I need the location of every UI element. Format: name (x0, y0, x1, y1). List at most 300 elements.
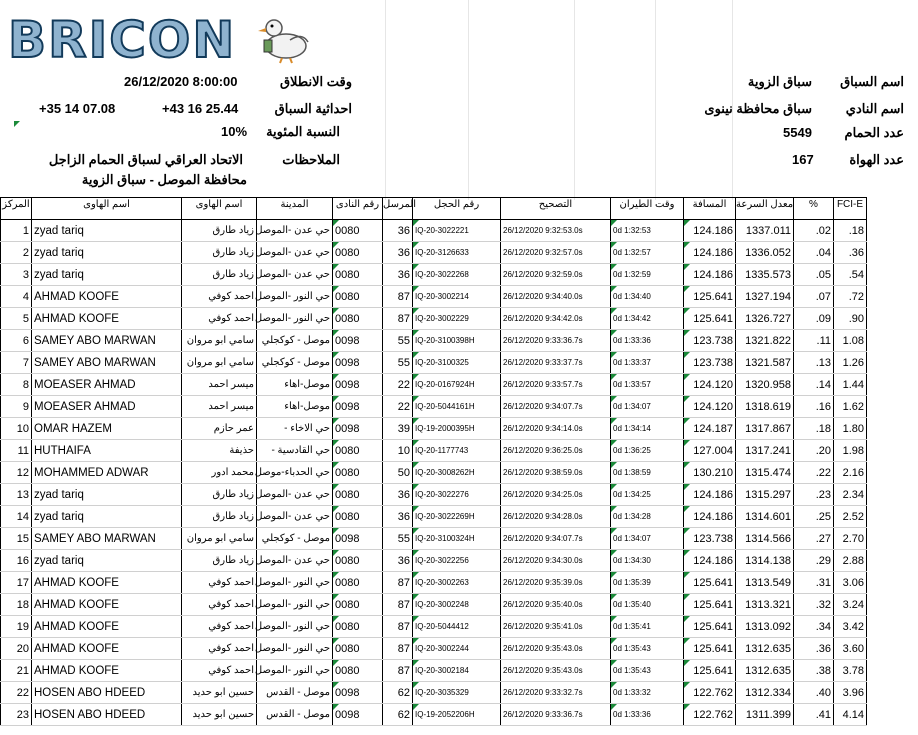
rank-cell: 16 (1, 550, 32, 572)
distance-cell: 123.738 (684, 352, 736, 374)
club-no-cell: 0098 (333, 682, 383, 704)
percent-cell: .02 (794, 220, 834, 242)
correction-cell: 26/12/2020 9:32:57.0s (501, 242, 611, 264)
club-no-cell: 0080 (333, 506, 383, 528)
coord-2: +35 14 07.08 (39, 101, 116, 116)
col-speed-header: معدل السرعة (736, 198, 794, 220)
ring-no-cell: IQ-20-0167924H (413, 374, 501, 396)
flight-time-cell: 0d 1:35:40 (611, 594, 684, 616)
fci-e-cell: 2.88 (834, 550, 867, 572)
club-no-cell: 0080 (333, 594, 383, 616)
rank-cell: 7 (1, 352, 32, 374)
flight-time-cell: 0d 1:34:42 (611, 308, 684, 330)
sent-cell: 39 (383, 418, 413, 440)
col-percent-header: % (794, 198, 834, 220)
club-no-cell: 0080 (333, 462, 383, 484)
fancier-name-ar-cell: احمد كوفي (182, 638, 257, 660)
table-row (1, 220, 867, 242)
percent-cell: .18 (794, 418, 834, 440)
flight-time-cell: 0d 1:33:37 (611, 352, 684, 374)
rank-cell: 21 (1, 660, 32, 682)
table-row (1, 660, 867, 682)
race-name-value: سباق الزوية (747, 74, 812, 89)
rank-cell: 10 (1, 418, 32, 440)
fancier-name-en-cell: AHMAD KOOFE (32, 308, 182, 330)
table-row (1, 616, 867, 638)
speed-cell: 1314.601 (736, 506, 794, 528)
table-row (1, 638, 867, 660)
coord-1: +43 16 25.44 (162, 101, 239, 116)
distance-cell: 124.120 (684, 374, 736, 396)
fci-e-cell: 1.98 (834, 440, 867, 462)
correction-cell: 26/12/2020 9:34:07.7s (501, 396, 611, 418)
city-cell: حي عدن -الموصل (257, 264, 333, 286)
sent-cell: 87 (383, 308, 413, 330)
distance-cell: 125.641 (684, 616, 736, 638)
city-cell: حي النور -الموصل (257, 308, 333, 330)
percent-cell: .36 (794, 638, 834, 660)
ring-no-cell: IQ-20-3002263 (413, 572, 501, 594)
rank-cell: 22 (1, 682, 32, 704)
fci-e-cell: 2.16 (834, 462, 867, 484)
city-cell: موصل - القدس (257, 704, 333, 726)
flight-time-cell: 0d 1:38:59 (611, 462, 684, 484)
fci-e-cell: 3.96 (834, 682, 867, 704)
ring-no-cell: IQ-20-3022221 (413, 220, 501, 242)
sent-cell: 10 (383, 440, 413, 462)
club-no-cell: 0080 (333, 660, 383, 682)
speed-cell: 1315.297 (736, 484, 794, 506)
col-sent-header: المرسل (383, 198, 413, 220)
flight-time-cell: 0d 1:33:57 (611, 374, 684, 396)
speed-cell: 1320.958 (736, 374, 794, 396)
distance-cell: 125.641 (684, 638, 736, 660)
correction-cell: 26/12/2020 9:33:32.7s (501, 682, 611, 704)
flight-time-cell: 0d 1:34:07 (611, 528, 684, 550)
city-cell: حي الاخاء - (257, 418, 333, 440)
club-no-cell: 0080 (333, 264, 383, 286)
fci-e-cell: .54 (834, 264, 867, 286)
city-cell: موصل - كوكجلي (257, 330, 333, 352)
ring-no-cell: IQ-20-3002214 (413, 286, 501, 308)
city-cell: موصل-اهاء (257, 396, 333, 418)
speed-cell: 1337.011 (736, 220, 794, 242)
flight-time-cell: 0d 1:32:53 (611, 220, 684, 242)
speed-cell: 1317.867 (736, 418, 794, 440)
pigeon-count-label: عدد الحمام (844, 125, 904, 140)
coords-label: احداثية السباق (274, 101, 352, 116)
fancier-name-en-cell: SAMEY ABO MARWAN (32, 330, 182, 352)
flight-time-cell: 0d 1:35:43 (611, 638, 684, 660)
rank-cell: 4 (1, 286, 32, 308)
fci-e-cell: 1.44 (834, 374, 867, 396)
fci-e-cell: 1.80 (834, 418, 867, 440)
fancier-name-ar-cell: حذيفة (182, 440, 257, 462)
fancier-name-ar-cell: احمد كوفي (182, 286, 257, 308)
rank-cell: 3 (1, 264, 32, 286)
sent-cell: 36 (383, 484, 413, 506)
club-no-cell: 0098 (333, 528, 383, 550)
speed-cell: 1335.573 (736, 264, 794, 286)
rank-cell: 11 (1, 440, 32, 462)
fci-e-cell: 3.42 (834, 616, 867, 638)
table-row (1, 682, 867, 704)
speed-cell: 1321.587 (736, 352, 794, 374)
fancier-name-ar-cell: زياد طارق (182, 484, 257, 506)
table-row (1, 308, 867, 330)
fancier-name-en-cell: AHMAD KOOFE (32, 660, 182, 682)
table-row (1, 242, 867, 264)
correction-cell: 26/12/2020 9:34:28.0s (501, 506, 611, 528)
cell-marker (14, 121, 20, 127)
fancier-count-label: عدد الهواة (849, 152, 904, 167)
city-cell: حي النور -الموصل (257, 286, 333, 308)
distance-cell: 125.641 (684, 286, 736, 308)
flight-time-cell: 0d 1:34:30 (611, 550, 684, 572)
fci-e-cell: 3.24 (834, 594, 867, 616)
fci-e-cell: .90 (834, 308, 867, 330)
notes-line-1: الاتحاد العراقي لسباق الحمام الزاجل (48, 152, 243, 167)
rank-cell: 17 (1, 572, 32, 594)
speed-cell: 1311.399 (736, 704, 794, 726)
fancier-name-en-cell: zyad tariq (32, 242, 182, 264)
fancier-name-en-cell: MOEASER AHMAD (32, 374, 182, 396)
percent-cell: .14 (794, 374, 834, 396)
sent-cell: 87 (383, 638, 413, 660)
correction-cell: 26/12/2020 9:35:39.0s (501, 572, 611, 594)
rank-cell: 23 (1, 704, 32, 726)
correction-cell: 26/12/2020 9:34:40.0s (501, 286, 611, 308)
sent-cell: 50 (383, 462, 413, 484)
flight-time-cell: 0d 1:34:14 (611, 418, 684, 440)
flight-time-cell: 0d 1:36:25 (611, 440, 684, 462)
club-no-cell: 0080 (333, 220, 383, 242)
pigeon-count-value: 5549 (783, 125, 812, 140)
club-no-cell: 0098 (333, 352, 383, 374)
rank-cell: 5 (1, 308, 32, 330)
ring-no-cell: IQ-20-3126633 (413, 242, 501, 264)
club-no-cell: 0098 (333, 704, 383, 726)
distance-cell: 124.120 (684, 396, 736, 418)
rank-cell: 13 (1, 484, 32, 506)
speed-cell: 1312.635 (736, 660, 794, 682)
percent-cell: .07 (794, 286, 834, 308)
club-no-cell: 0080 (333, 440, 383, 462)
col-city-header: المدينة (257, 198, 333, 220)
ring-no-cell: IQ-20-3100398H (413, 330, 501, 352)
percent-cell: .04 (794, 242, 834, 264)
city-cell: حي عدن -الموصل (257, 550, 333, 572)
flight-time-cell: 0d 1:35:41 (611, 616, 684, 638)
club-no-cell: 0098 (333, 374, 383, 396)
rank-cell: 19 (1, 616, 32, 638)
fancier-name-ar-cell: حسين ابو حديد (182, 704, 257, 726)
city-cell: حي النور -الموصل (257, 594, 333, 616)
city-cell: حي القادسية - (257, 440, 333, 462)
distance-cell: 124.186 (684, 506, 736, 528)
col-club-no-header: رقم النادى (333, 198, 383, 220)
city-cell: حي النور -الموصل (257, 660, 333, 682)
fancier-name-ar-cell: سامي ابو مروان (182, 330, 257, 352)
distance-cell: 124.186 (684, 220, 736, 242)
fancier-name-en-cell: zyad tariq (32, 484, 182, 506)
sent-cell: 36 (383, 506, 413, 528)
table-row (1, 506, 867, 528)
fci-e-cell: 1.26 (834, 352, 867, 374)
sent-cell: 87 (383, 660, 413, 682)
club-no-cell: 0080 (333, 616, 383, 638)
percent-cell: .25 (794, 506, 834, 528)
fci-e-cell: 3.60 (834, 638, 867, 660)
table-row (1, 704, 867, 726)
sent-cell: 62 (383, 682, 413, 704)
table-row (1, 484, 867, 506)
flight-time-cell: 0d 1:34:25 (611, 484, 684, 506)
distance-cell: 130.210 (684, 462, 736, 484)
correction-cell: 26/12/2020 9:35:41.0s (501, 616, 611, 638)
speed-cell: 1313.321 (736, 594, 794, 616)
results-table (0, 197, 867, 726)
percent-cell: .05 (794, 264, 834, 286)
fancier-name-ar-cell: سامي ابو مروان (182, 352, 257, 374)
sent-cell: 36 (383, 242, 413, 264)
ring-no-cell: IQ-19-2000395H (413, 418, 501, 440)
sent-cell: 36 (383, 220, 413, 242)
ring-no-cell: IQ-20-3022268 (413, 264, 501, 286)
fancier-name-ar-cell: ميسر احمد (182, 396, 257, 418)
correction-cell: 26/12/2020 9:34:42.0s (501, 308, 611, 330)
sent-cell: 87 (383, 616, 413, 638)
correction-cell: 26/12/2020 9:33:37.7s (501, 352, 611, 374)
rank-cell: 15 (1, 528, 32, 550)
ring-no-cell: IQ-20-3035329 (413, 682, 501, 704)
fancier-name-ar-cell: احمد كوفي (182, 572, 257, 594)
percent-cell: .31 (794, 572, 834, 594)
fancier-name-ar-cell: زياد طارق (182, 550, 257, 572)
fci-e-cell: 3.78 (834, 660, 867, 682)
flight-time-cell: 0d 1:34:28 (611, 506, 684, 528)
table-row (1, 462, 867, 484)
club-no-cell: 0080 (333, 286, 383, 308)
fancier-name-ar-cell: ميسر احمد (182, 374, 257, 396)
ring-no-cell: IQ-20-5044412 (413, 616, 501, 638)
percent-cell: .13 (794, 352, 834, 374)
table-row (1, 572, 867, 594)
rank-cell: 12 (1, 462, 32, 484)
ring-no-cell: IQ-20-5044161H (413, 396, 501, 418)
fci-e-cell: .36 (834, 242, 867, 264)
percent-cell: .22 (794, 462, 834, 484)
distance-cell: 124.187 (684, 418, 736, 440)
start-time-label: وقت الانطلاق (279, 74, 352, 89)
percent-cell: .23 (794, 484, 834, 506)
club-no-cell: 0080 (333, 638, 383, 660)
table-row (1, 330, 867, 352)
correction-cell: 26/12/2020 9:35:43.0s (501, 638, 611, 660)
correction-cell: 26/12/2020 9:34:07.7s (501, 528, 611, 550)
sent-cell: 55 (383, 330, 413, 352)
fancier-name-ar-cell: زياد طارق (182, 264, 257, 286)
fancier-name-en-cell: OMAR HAZEM (32, 418, 182, 440)
percent-cell: .40 (794, 682, 834, 704)
fci-e-cell: 2.34 (834, 484, 867, 506)
fancier-name-en-cell: zyad tariq (32, 506, 182, 528)
distance-cell: 122.762 (684, 682, 736, 704)
city-cell: موصل-اهاء (257, 374, 333, 396)
table-row (1, 418, 867, 440)
correction-cell: 26/12/2020 9:33:36.7s (501, 704, 611, 726)
city-cell: موصل - كوكجلي (257, 528, 333, 550)
correction-cell: 26/12/2020 9:35:40.0s (501, 594, 611, 616)
table-header-row (1, 198, 867, 220)
fancier-name-en-cell: HOSEN ABO HDEED (32, 704, 182, 726)
city-cell: حي عدن -الموصل (257, 484, 333, 506)
sent-cell: 22 (383, 374, 413, 396)
fci-e-cell: 1.08 (834, 330, 867, 352)
fancier-name-ar-cell: محمد ادور (182, 462, 257, 484)
fancier-name-en-cell: HUTHAIFA (32, 440, 182, 462)
fancier-name-en-cell: AHMAD KOOFE (32, 572, 182, 594)
correction-cell: 26/12/2020 9:34:14.0s (501, 418, 611, 440)
ring-no-cell: IQ-20-3008262H (413, 462, 501, 484)
flight-time-cell: 0d 1:35:39 (611, 572, 684, 594)
ring-no-cell: IQ-20-3022256 (413, 550, 501, 572)
results-table-wrapper (0, 197, 866, 726)
col-distance-header: المسافة (684, 198, 736, 220)
percent-cell: .20 (794, 440, 834, 462)
fancier-name-ar-cell: احمد كوفي (182, 660, 257, 682)
speed-cell: 1327.194 (736, 286, 794, 308)
city-cell: حي عدن -الموصل (257, 242, 333, 264)
club-name-value: سباق محافظة نينوى (704, 101, 812, 116)
table-row (1, 594, 867, 616)
table-row (1, 396, 867, 418)
ring-no-cell: IQ-20-3002248 (413, 594, 501, 616)
sent-cell: 36 (383, 550, 413, 572)
ring-no-cell: IQ-20-1177743 (413, 440, 501, 462)
fancier-name-en-cell: HOSEN ABO HDEED (32, 682, 182, 704)
speed-cell: 1318.619 (736, 396, 794, 418)
city-cell: حي النور -الموصل (257, 572, 333, 594)
correction-cell: 26/12/2020 9:33:36.7s (501, 330, 611, 352)
speed-cell: 1326.727 (736, 308, 794, 330)
speed-cell: 1312.635 (736, 638, 794, 660)
ring-no-cell: IQ-20-3002184 (413, 660, 501, 682)
fancier-name-en-cell: MOEASER AHMAD (32, 396, 182, 418)
club-no-cell: 0098 (333, 330, 383, 352)
percent-value: 10% (221, 124, 248, 139)
city-cell: موصل - القدس (257, 682, 333, 704)
club-no-cell: 0080 (333, 308, 383, 330)
fancier-name-en-cell: SAMEY ABO MARWAN (32, 528, 182, 550)
ring-no-cell: IQ-20-3022276 (413, 484, 501, 506)
city-cell: حي عدن -الموصل (257, 506, 333, 528)
correction-cell: 26/12/2020 9:34:25.0s (501, 484, 611, 506)
percent-label: النسبة المئوية (266, 124, 340, 139)
flight-time-cell: 0d 1:33:36 (611, 330, 684, 352)
col-flight-time-header: وقت الطيران (611, 198, 684, 220)
rank-cell: 1 (1, 220, 32, 242)
distance-cell: 124.186 (684, 264, 736, 286)
rank-cell: 2 (1, 242, 32, 264)
fancier-name-ar-cell: عمر حازم (182, 418, 257, 440)
correction-cell: 26/12/2020 9:34:30.0s (501, 550, 611, 572)
logo-text: BRICON (8, 11, 237, 69)
correction-cell: 26/12/2020 9:33:57.7s (501, 374, 611, 396)
flight-time-cell: 0d 1:33:36 (611, 704, 684, 726)
fci-e-cell: 2.70 (834, 528, 867, 550)
fancier-name-ar-cell: احمد كوفي (182, 594, 257, 616)
fancier-name-ar-cell: زياد طارق (182, 242, 257, 264)
sent-cell: 87 (383, 594, 413, 616)
correction-cell: 26/12/2020 9:32:53.0s (501, 220, 611, 242)
ring-no-cell: IQ-20-3022269H (413, 506, 501, 528)
flight-time-cell: 0d 1:33:32 (611, 682, 684, 704)
percent-cell: .41 (794, 704, 834, 726)
fancier-name-ar-cell: سامي ابو مروان (182, 528, 257, 550)
ring-no-cell: IQ-20-3100325 (413, 352, 501, 374)
fci-e-cell: 4.14 (834, 704, 867, 726)
sent-cell: 55 (383, 528, 413, 550)
city-cell: حي النور -الموصل (257, 616, 333, 638)
city-cell: حي الحدباء-موصل (257, 462, 333, 484)
percent-cell: .09 (794, 308, 834, 330)
table-row (1, 352, 867, 374)
sheet-gridlines (0, 0, 918, 200)
fancier-name-en-cell: AHMAD KOOFE (32, 286, 182, 308)
race-name-label: اسم السباق (840, 74, 904, 89)
speed-cell: 1312.334 (736, 682, 794, 704)
distance-cell: 125.641 (684, 572, 736, 594)
city-cell: حي عدن -الموصل (257, 220, 333, 242)
col-fci-e-header: FCI-E (834, 198, 867, 220)
table-row (1, 440, 867, 462)
flight-time-cell: 0d 1:34:07 (611, 396, 684, 418)
speed-cell: 1313.549 (736, 572, 794, 594)
col-fancier-name-en-header: اسم الهاوى (32, 198, 182, 220)
distance-cell: 125.641 (684, 660, 736, 682)
sent-cell: 36 (383, 264, 413, 286)
table-row (1, 528, 867, 550)
percent-cell: .27 (794, 528, 834, 550)
sent-cell: 87 (383, 572, 413, 594)
correction-cell: 26/12/2020 9:36:25.0s (501, 440, 611, 462)
flight-time-cell: 0d 1:32:59 (611, 264, 684, 286)
club-no-cell: 0080 (333, 550, 383, 572)
club-name-label: اسم النادي (845, 101, 904, 116)
distance-cell: 122.762 (684, 704, 736, 726)
table-row (1, 374, 867, 396)
speed-cell: 1313.092 (736, 616, 794, 638)
sent-cell: 55 (383, 352, 413, 374)
percent-cell: .38 (794, 660, 834, 682)
fci-e-cell: 3.06 (834, 572, 867, 594)
rank-cell: 8 (1, 374, 32, 396)
distance-cell: 125.641 (684, 594, 736, 616)
correction-cell: 26/12/2020 9:35:43.0s (501, 660, 611, 682)
fancier-name-ar-cell: زياد طارق (182, 506, 257, 528)
fci-e-cell: 1.62 (834, 396, 867, 418)
table-row (1, 264, 867, 286)
fancier-name-en-cell: zyad tariq (32, 264, 182, 286)
city-cell: موصل - كوكجلي (257, 352, 333, 374)
fancier-name-ar-cell: احمد كوفي (182, 616, 257, 638)
flight-time-cell: 0d 1:32:57 (611, 242, 684, 264)
speed-cell: 1315.474 (736, 462, 794, 484)
fancier-name-en-cell: AHMAD KOOFE (32, 594, 182, 616)
speed-cell: 1314.566 (736, 528, 794, 550)
distance-cell: 123.738 (684, 330, 736, 352)
